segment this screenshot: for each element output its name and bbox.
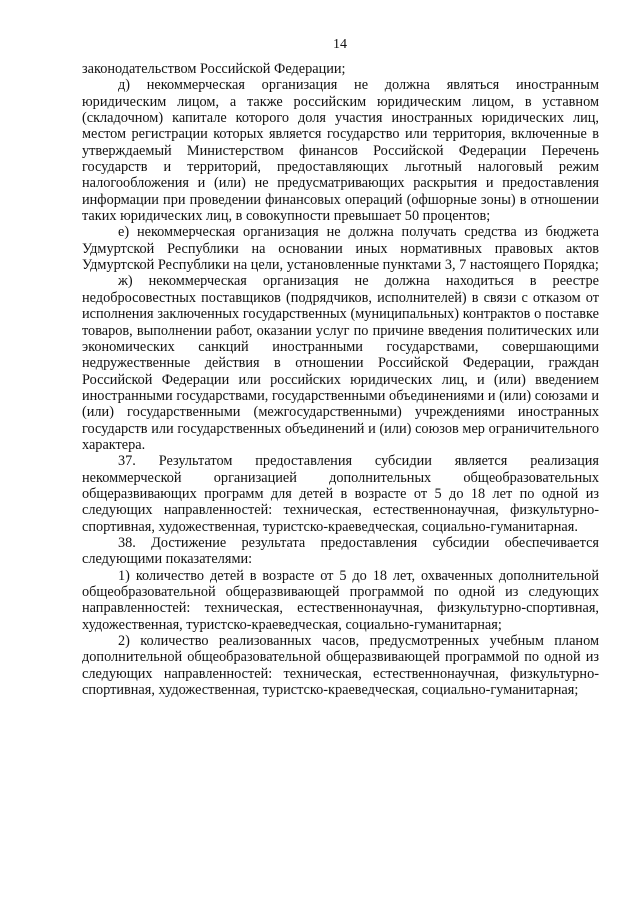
document-body bbox=[82, 61, 599, 698]
paragraph-item-zh: ж) некоммерческая организация не должна находиться в реестре недобросовестных поставщиков (подрядчиков, исполнителей) в связи с отказом от исполнения заключенных государственных (муниципальных) контрактов о поставке товаров, выполнении работ, оказании услуг по причине введения политических или экономических санкций иностранными государствами, совершающими недружественные действия в отношении Российской Федерации, граждан Российской Федерации или российских юридических лиц, и (или) введением иностранными государствами, государственными объединениями и (или) союзами и (или) государственными (межгосударственными) учреждениями иностранных государств или государственных объединений и (или) союзов мер ограничительного характера. bbox=[82, 273, 599, 453]
paragraph-37: 37. Результатом предоставления субсидии является реализация некоммерческой организацией дополнительных общеобразовательных общеразвивающих программ для детей в возрасте от 5 до 18 лет по одной из следующих направленностей: техническая, естественнонаучная, физкультурно-спортивная, художественная, туристско-краеведческая, социально-гуманитарная. bbox=[82, 453, 599, 535]
paragraph-item-e: е) некоммерческая организация не должна получать средства из бюджета Удмуртской Республики на основании иных нормативных правовых актов Удмуртской Республики на цели, установленные пунктами 3, 7 настоящего Порядка; bbox=[82, 224, 599, 274]
paragraph-item-d: д) некоммерческая организация не должна являться иностранным юридическим лицом, а также российским юридическим лицом, в уставном (складочном) капитале которого доля участия иностранных юридических лиц, местом регистрации которых является государство или территория, включенные в утверждаемый Министерством финансов Российской Федерации Перечень государств и территорий, предоставляющих льготный налоговый режим налогообложения и (или) не предусматривающих раскрытия и предоставления информации при проведении финансовых операций (офшорные зоны) в отношении таких юридических лиц, в совокупности превышает 50 процентов; bbox=[82, 77, 599, 225]
paragraph-1: законодательством Российской Федерации; bbox=[82, 61, 346, 77]
paragraph-38-item-1: 1) количество детей в возрасте от 5 до 18 лет, охваченных дополнительной общеобразовательной общеразвивающей программой по одной из следующих направленностей: техническая, естественнонаучная, физкультурно-спортивная, художественная, туристско-краеведческая, социально-гуманитарная; bbox=[82, 567, 599, 633]
paragraph-38-item-2: 2) количество реализованных часов, предусмотренных учебным планом дополнительной общеобразовательной общеразвивающей программой по одной из следующих направленностей: техническая, естественнонаучная, физкультурно-спортивная, художественная, туристско-краеведческая, социально-гуманитарная; bbox=[82, 633, 599, 699]
page-number: 14 bbox=[333, 37, 347, 52]
paragraph-38: 38. Достижение результата предоставления субсидии обеспечивается следующими показателями: bbox=[82, 534, 599, 568]
